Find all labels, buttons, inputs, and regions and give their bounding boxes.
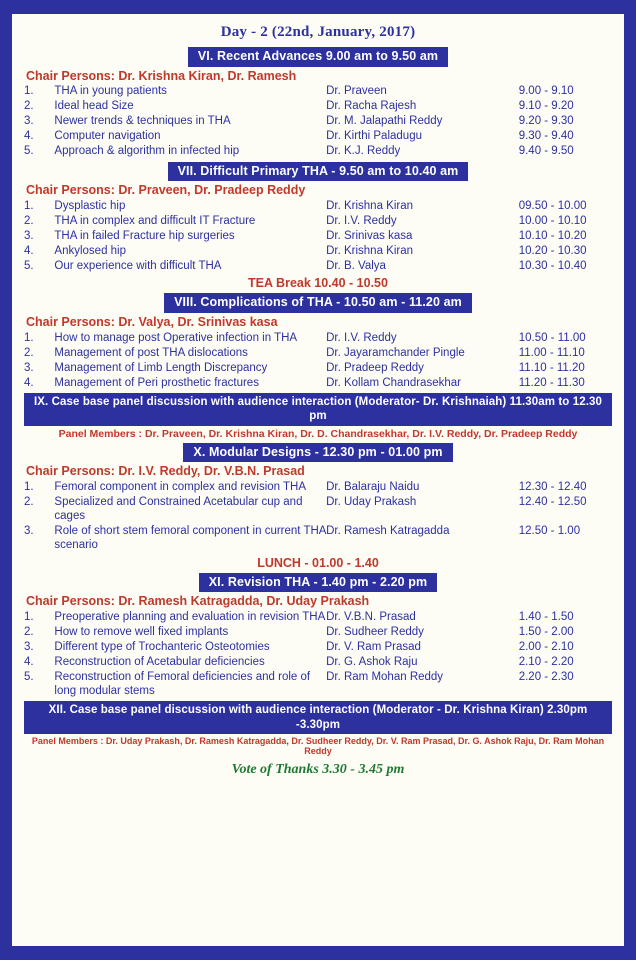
row-topic: Reconstruction of Femoral deficiencies and role of long modular stems <box>54 670 311 697</box>
table-row <box>24 129 612 144</box>
row-topic: Different type of Trochanteric Osteotomies <box>54 640 270 653</box>
row-time: 1.40 - 1.50 <box>518 610 574 623</box>
table-row <box>24 330 612 345</box>
session-banner-vii: VII. Difficult Primary THA - 9.50 am to 10.40 am <box>168 162 469 182</box>
row-number: 2. <box>24 214 34 227</box>
table-row <box>24 479 612 494</box>
row-topic: Dysplastic hip <box>54 199 126 212</box>
row-topic: Specialized and Constrained Acetabular cup and cages <box>54 495 303 522</box>
table-row <box>24 494 612 523</box>
row-speaker: Dr. Kollam Chandrasekhar <box>326 376 461 389</box>
row-topic: Management of Peri prosthetic fractures <box>54 376 259 389</box>
row-topic: Reconstruction of Acetabular deficiencies <box>54 655 265 668</box>
row-time: 9.20 - 9.30 <box>518 115 574 128</box>
session-banner-xii: XII. Case base panel discussion with audience interaction (Moderator - Dr. Krishna Kiran) 2.30pm -3.30pm <box>24 701 612 734</box>
row-topic: Management of Limb Length Discrepancy <box>54 361 268 374</box>
row-number: 3. <box>24 229 34 242</box>
session-table-viii <box>24 330 612 390</box>
row-speaker: Dr. Praveen <box>326 85 387 98</box>
session-table-vi <box>24 84 612 159</box>
row-time: 2.20 - 2.30 <box>518 670 574 683</box>
row-time: 1.50 - 2.00 <box>518 625 574 638</box>
row-topic: Role of short stem femoral component in current THA scenario <box>54 525 326 552</box>
session-table-x <box>24 479 612 552</box>
day-title: Day - 2 (22nd, January, 2017) <box>220 24 416 40</box>
session-table-xi <box>24 609 612 698</box>
table-row <box>24 258 612 273</box>
table-row <box>24 213 612 228</box>
row-time: 9.00 - 9.10 <box>518 85 574 98</box>
row-number: 2. <box>24 100 34 113</box>
row-time: 10.50 - 11.00 <box>518 331 586 344</box>
row-speaker: Dr. Sudheer Reddy <box>326 625 424 638</box>
session-banner-ix: IX. Case base panel discussion with audience interaction (Moderator- Dr. Krishnaiah) 11.30am to 12.30 pm <box>24 393 612 426</box>
row-time: 2.10 - 2.20 <box>518 655 574 668</box>
table-row <box>24 669 612 698</box>
row-topic: Newer trends & techniques in THA <box>54 115 231 128</box>
row-number: 3. <box>24 525 34 538</box>
table-row <box>24 360 612 375</box>
row-speaker: Dr. G. Ashok Raju <box>326 655 418 668</box>
table-row <box>24 198 612 213</box>
row-topic: Management of post THA dislocations <box>54 346 248 359</box>
panel-members-ix: Panel Members : Dr. Praveen, Dr. Krishna Kiran, Dr. D. Chandrasekhar, Dr. I.V. Reddy, Dr. Pradeep Reddy <box>58 427 578 440</box>
row-time: 09.50 - 10.00 <box>518 199 587 212</box>
row-topic: Computer navigation <box>54 130 161 143</box>
row-speaker: Dr. Ram Mohan Reddy <box>326 670 444 683</box>
row-speaker: Dr. I.V. Reddy <box>326 331 397 344</box>
row-time: 10.10 - 10.20 <box>518 229 587 242</box>
row-topic: THA in complex and difficult IT Fracture <box>54 214 256 227</box>
row-number: 1. <box>24 610 34 623</box>
row-number: 5. <box>24 145 34 158</box>
row-topic: Preoperative planning and evaluation in revision THA <box>54 610 326 623</box>
row-speaker: Dr. Balaraju Naidu <box>326 480 420 493</box>
table-row <box>24 84 612 99</box>
row-number: 5. <box>24 670 34 683</box>
row-number: 3. <box>24 115 34 128</box>
row-number: 4. <box>24 655 34 668</box>
row-topic: How to remove well fixed implants <box>54 625 229 638</box>
table-row <box>24 114 612 129</box>
chairpersons-vi: Chair Persons: Dr. Krishna Kiran, Dr. Ramesh <box>26 68 297 83</box>
row-topic: THA in failed Fracture hip surgeries <box>54 229 235 242</box>
chairpersons-viii: Chair Persons: Dr. Valya, Dr. Srinivas kasa <box>26 315 278 330</box>
table-row <box>24 243 612 258</box>
row-time: 10.20 - 10.30 <box>518 244 587 257</box>
row-number: 2. <box>24 346 34 359</box>
row-speaker: Dr. Ramesh Katragadda <box>326 525 450 538</box>
row-speaker: Dr. M. Jalapathi Reddy <box>326 115 443 128</box>
row-number: 1. <box>24 199 34 212</box>
session-table-vii <box>24 198 612 273</box>
row-time: 10.00 - 10.10 <box>518 214 587 227</box>
session-banner-x: X. Modular Designs - 12.30 pm - 01.00 pm <box>183 443 452 463</box>
row-number: 4. <box>24 244 34 257</box>
row-speaker: Dr. Pradeep Reddy <box>326 361 424 374</box>
table-row <box>24 99 612 114</box>
table-row <box>24 609 612 624</box>
row-speaker: Dr. V. Ram Prasad <box>326 640 421 653</box>
row-speaker: Dr. Uday Prakash <box>326 495 417 508</box>
tea-break-note: TEA Break 10.40 - 10.50 <box>248 276 388 291</box>
row-topic: Our experience with difficult THA <box>54 259 222 272</box>
row-time: 11.20 - 11.30 <box>518 376 585 389</box>
row-speaker: Dr. Krishna Kiran <box>326 244 414 257</box>
schedule-sheet <box>10 12 626 948</box>
table-row <box>24 524 612 553</box>
table-row <box>24 375 612 390</box>
row-time: 11.10 - 11.20 <box>518 361 585 374</box>
row-number: 3. <box>24 640 34 653</box>
row-number: 1. <box>24 480 34 493</box>
row-speaker: Dr. V.B.N. Prasad <box>326 610 416 623</box>
row-number: 3. <box>24 361 34 374</box>
session-banner-viii: VIII. Complications of THA - 10.50 am - 11.20 am <box>164 293 472 313</box>
row-number: 1. <box>24 85 34 98</box>
chairpersons-xi: Chair Persons: Dr. Ramesh Katragadda, Dr. Uday Prakash <box>26 594 370 609</box>
table-row <box>24 228 612 243</box>
row-topic: Approach & algorithm in infected hip <box>54 145 240 158</box>
row-time: 12.40 - 12.50 <box>518 495 587 508</box>
table-row <box>24 345 612 360</box>
row-speaker: Dr. Kirthi Paladugu <box>326 130 422 143</box>
row-topic: Ideal head Size <box>54 100 134 113</box>
row-speaker: Dr. Srinivas kasa <box>326 229 413 242</box>
chairpersons-x: Chair Persons: Dr. I.V. Reddy, Dr. V.B.N. Prasad <box>26 464 305 479</box>
row-topic: Ankylosed hip <box>54 244 127 257</box>
row-speaker: Dr. I.V. Reddy <box>326 214 397 227</box>
table-row <box>24 639 612 654</box>
row-time: 9.30 - 9.40 <box>518 130 574 143</box>
row-speaker: Dr. Jayaramchander Pingle <box>326 346 465 359</box>
row-number: 5. <box>24 259 34 272</box>
row-topic: Femoral component in complex and revision THA <box>54 480 307 493</box>
row-speaker: Dr. Racha Rajesh <box>326 100 417 113</box>
table-row <box>24 144 612 159</box>
row-time: 9.10 - 9.20 <box>518 100 574 113</box>
chairpersons-vii: Chair Persons: Dr. Praveen, Dr. Pradeep Reddy <box>26 183 306 198</box>
row-time: 12.30 - 12.40 <box>518 480 587 493</box>
panel-members-xii: Panel Members : Dr. Uday Prakash, Dr. Ramesh Katragadda, Dr. Sudheer Reddy, Dr. V. Ram Prasad, Dr. G. Ashok Raju, Dr. Ram Mohan Reddy <box>31 736 605 757</box>
lunch-note: LUNCH - 01.00 - 1.40 <box>257 555 379 570</box>
table-row <box>24 624 612 639</box>
row-time: 10.30 - 10.40 <box>518 259 587 272</box>
row-number: 4. <box>24 130 34 143</box>
row-number: 4. <box>24 376 34 389</box>
row-topic: THA in young patients <box>54 85 167 98</box>
row-time: 9.40 - 9.50 <box>518 145 574 158</box>
session-banner-vi: VI. Recent Advances 9.00 am to 9.50 am <box>188 47 448 67</box>
table-row <box>24 654 612 669</box>
row-speaker: Dr. Krishna Kiran <box>326 199 414 212</box>
vote-of-thanks: Vote of Thanks 3.30 - 3.45 pm <box>231 762 405 778</box>
row-time: 2.00 - 2.10 <box>518 640 574 653</box>
row-time: 12.50 - 1.00 <box>518 525 581 538</box>
row-time: 11.00 - 11.10 <box>518 346 585 359</box>
row-topic: How to manage post Operative infection in THA <box>54 331 298 344</box>
row-number: 1. <box>24 331 34 344</box>
row-number: 2. <box>24 625 34 638</box>
row-number: 2. <box>24 495 34 508</box>
row-speaker: Dr. B. Valya <box>326 259 386 272</box>
session-banner-xi: XI. Revision THA - 1.40 pm - 2.20 pm <box>199 573 437 593</box>
row-speaker: Dr. K.J. Reddy <box>326 145 401 158</box>
